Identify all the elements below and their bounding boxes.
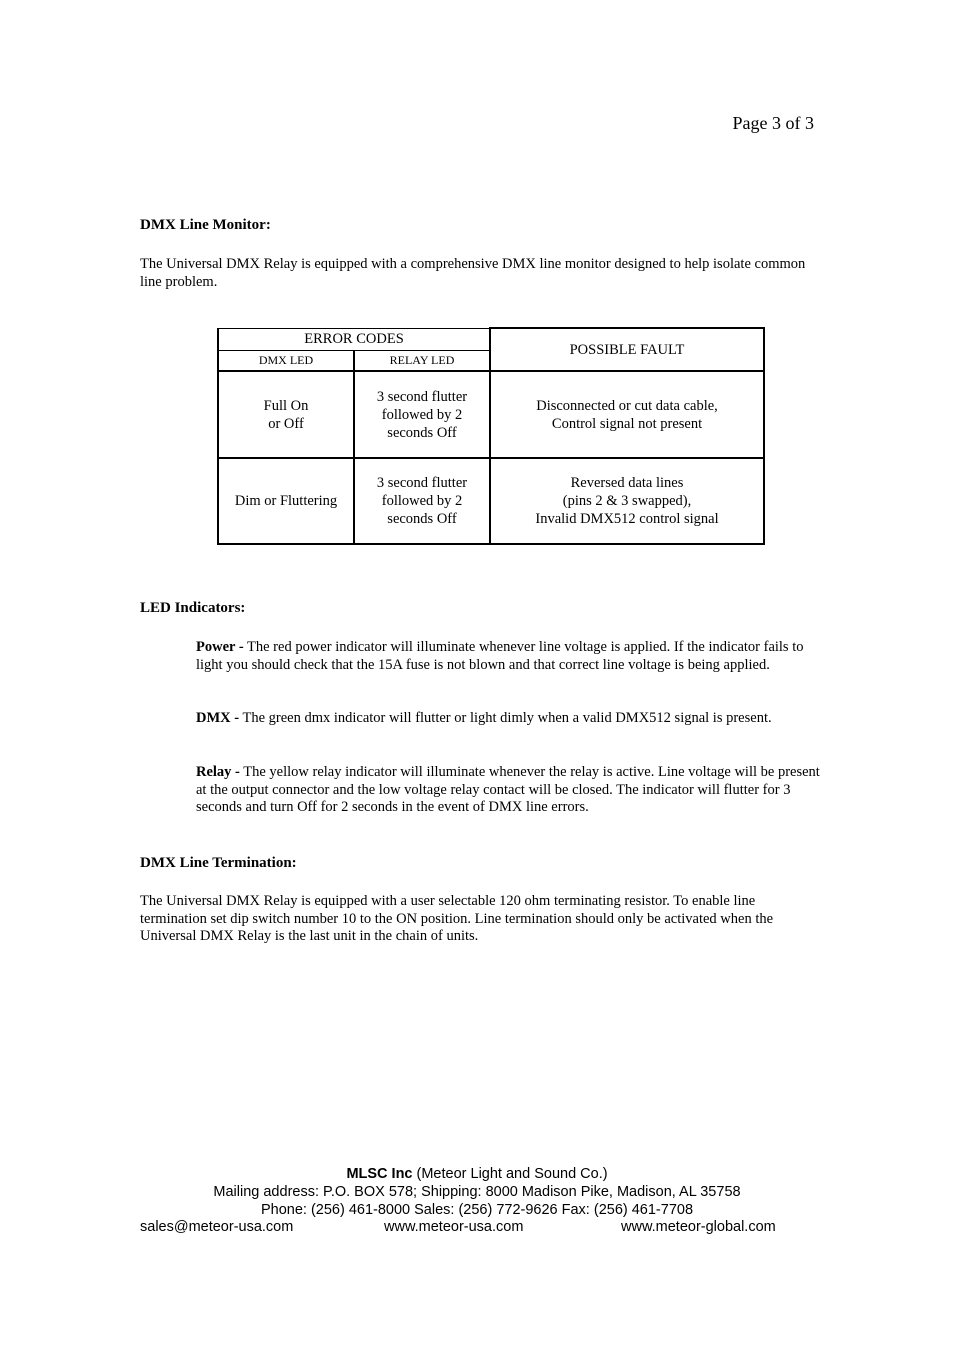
footer-email[interactable]: sales@meteor-usa.com — [140, 1219, 294, 1235]
led-indicators-heading: LED Indicators: — [140, 600, 246, 616]
footer-address: Mailing address: P.O. BOX 578; Shipping: 8000 Madison Pike, Madison, AL 35758 — [213, 1184, 741, 1200]
relay-text: The yellow relay indicator will illuminate whenever the relay is active. Line voltage will be present at the output connector and the low voltage relay contact will be closed. The indicator will flutter for 3 seconds and turn Off for 2 seconds in the event of DMX line errors. — [196, 764, 820, 815]
footer-company: MLSC Inc — [346, 1166, 413, 1182]
dmx-led-cell: Full On or Off — [218, 371, 354, 458]
relay-led-cell: 3 second flutter followed by 2 seconds Off — [354, 371, 490, 458]
dmx-text: The green dmx indicator will flutter or light dimly when a valid DMX512 signal is present. — [239, 710, 772, 726]
table-row — [218, 371, 764, 458]
table-row — [218, 458, 764, 544]
footer-website-usa[interactable]: www.meteor-usa.com — [384, 1219, 524, 1235]
dmx-indicator-item — [196, 710, 820, 728]
termination-heading: DMX Line Termination: — [140, 855, 297, 871]
relay-label: Relay - — [196, 764, 240, 780]
page-number: Page 3 of 3 — [732, 113, 814, 133]
dmx-monitor-body: The Universal DMX Relay is equipped with a comprehensive DMX line monitor designed to help isolate common line problem. — [140, 256, 806, 290]
fault-cell: Reversed data lines (pins 2 & 3 swapped), Invalid DMX512 control signal — [490, 458, 764, 544]
relay-led-cell: 3 second flutter followed by 2 seconds Off — [354, 458, 490, 544]
termination-body: The Universal DMX Relay is equipped with a user selectable 120 ohm terminating resistor. To enable line termination set dip switch number 10 to the ON position. Line termination should only be activated when the Universal DMX Relay is the last unit in the chain of units. — [140, 893, 774, 944]
footer-website-global[interactable]: www.meteor-global.com — [621, 1219, 776, 1235]
dmx-led-cell: Dim or Fluttering — [218, 458, 354, 544]
footer-company-full: (Meteor Light and Sound Co.) — [412, 1166, 608, 1182]
power-indicator-item — [196, 639, 820, 674]
power-text: The red power indicator will illuminate whenever line voltage is applied. If the indicator fails to light you should check that the 15A fuse is not blown and that correct line voltage is being applied. — [196, 639, 804, 673]
relay-indicator-item — [196, 764, 820, 817]
fault-cell: Disconnected or cut data cable, Control signal not present — [490, 371, 764, 458]
header-possible-fault: POSSIBLE FAULT — [490, 328, 764, 371]
header-dmx-led: DMX LED — [218, 350, 354, 371]
header-error-codes: ERROR CODES — [218, 328, 490, 350]
header-relay-led: RELAY LED — [354, 350, 490, 371]
footer-company-line — [0, 1165, 954, 1183]
dmx-label: DMX - — [196, 710, 240, 726]
power-label: Power - — [196, 639, 244, 655]
dmx-monitor-heading: DMX Line Monitor: — [140, 217, 271, 233]
footer-phones: Phone: (256) 461-8000 Sales: (256) 772-9626 Fax: (256) 461-7708 — [260, 1202, 694, 1218]
error-codes-table — [217, 327, 765, 545]
